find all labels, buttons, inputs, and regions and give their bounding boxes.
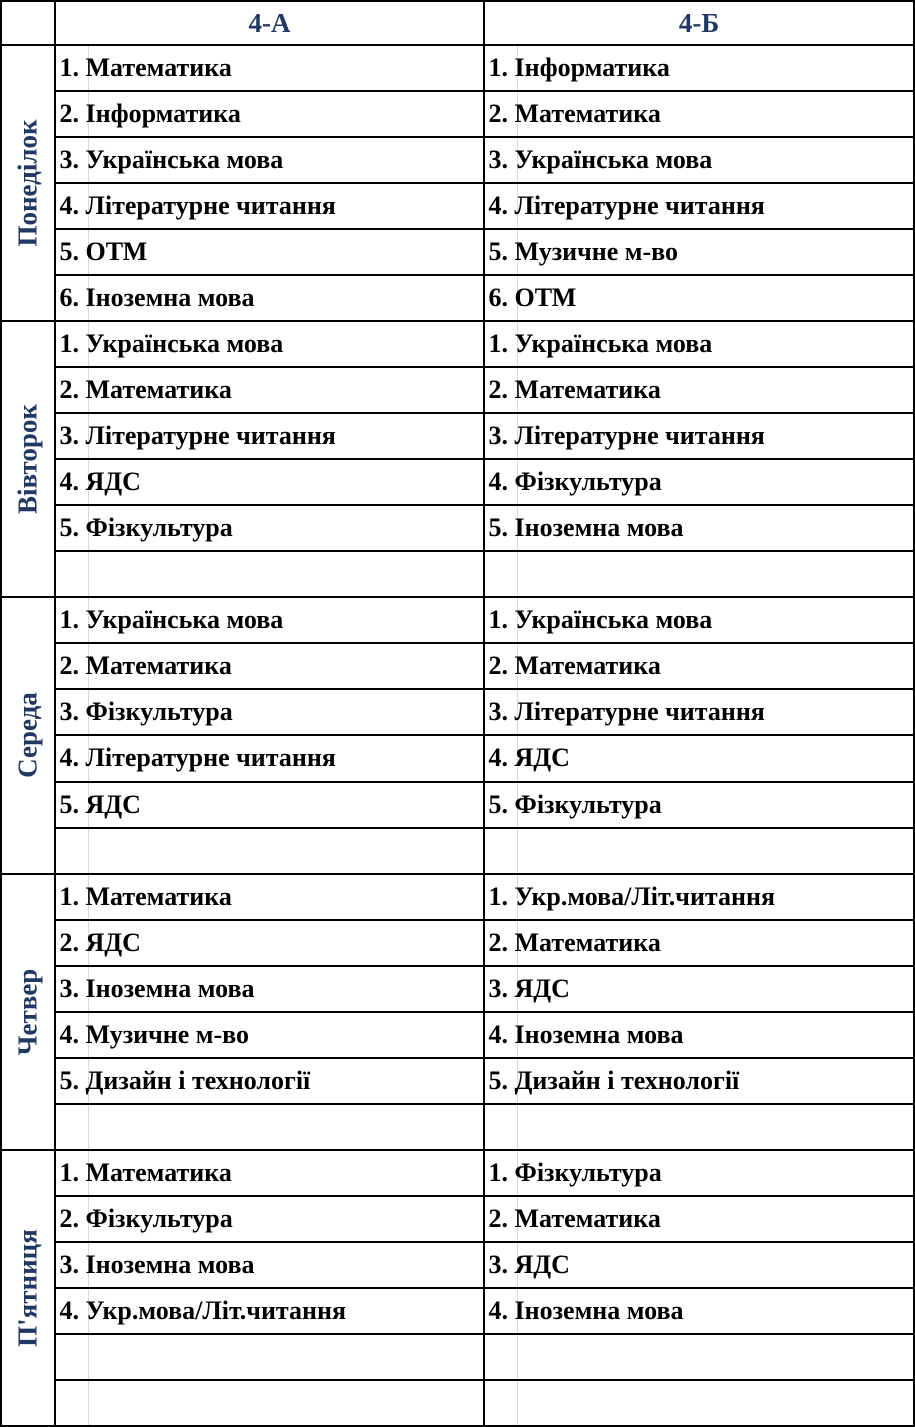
lesson-row	[1, 1242, 914, 1288]
day-label: Понеділок	[12, 119, 43, 247]
lesson-text: 5. Фізкультура	[488, 789, 662, 819]
lesson-cell-a	[59, 275, 484, 321]
lesson-cell-a	[59, 183, 484, 229]
lesson-cell-a	[59, 1196, 484, 1242]
corner-cell	[1, 1, 55, 45]
lesson-text: 2. Математика	[488, 99, 661, 129]
lesson-text: 3. Українська мова	[59, 145, 284, 175]
lesson-cell-b	[517, 1104, 914, 1150]
lesson-row	[1, 966, 914, 1012]
lesson-row	[1, 183, 914, 229]
lesson-text: 4. Літературне читання	[488, 191, 765, 221]
lesson-text: 4. Іноземна мова	[488, 1295, 684, 1325]
lesson-cell-a	[59, 459, 484, 505]
lesson-cell-b	[488, 183, 914, 229]
lesson-text	[58, 836, 60, 865]
lesson-cell-b	[488, 874, 914, 920]
lesson-row	[1, 1150, 914, 1196]
lesson-row	[1, 1058, 914, 1104]
lesson-text: 2. Математика	[59, 375, 232, 405]
lesson-cell-a	[59, 689, 484, 735]
lesson-text: 1. Укр.мова/Літ.читання	[488, 881, 776, 911]
lesson-cell-b	[488, 413, 914, 459]
lesson-cell-b	[517, 828, 914, 874]
lesson-row	[1, 1380, 914, 1426]
lesson-text: 2. Фізкультура	[59, 1203, 233, 1233]
lesson-text: 3. ЯДС	[488, 1249, 570, 1279]
lesson-cell-b	[488, 1242, 914, 1288]
lesson-cell-b	[488, 229, 914, 275]
lesson-text	[58, 559, 60, 588]
lesson-text: 6. ОТМ	[488, 283, 577, 313]
lesson-cell-b	[488, 1196, 914, 1242]
lesson-text: 1. Інформатика	[488, 53, 670, 83]
lesson-row	[1, 137, 914, 183]
lesson-text: 1. Українська мова	[488, 329, 713, 359]
day-label: Вівторок	[12, 404, 43, 515]
lesson-text: 5. Іноземна мова	[488, 513, 684, 543]
lesson-cell-b	[488, 321, 914, 367]
lesson-text: 3. Іноземна мова	[59, 973, 255, 1003]
lesson-text	[487, 836, 489, 865]
lesson-cell-b	[488, 1150, 914, 1196]
lesson-row	[1, 735, 914, 781]
day-cell-thursday	[1, 874, 55, 1150]
lesson-text: 1. Українська мова	[59, 329, 284, 359]
lesson-row	[1, 413, 914, 459]
lesson-text	[58, 1388, 60, 1417]
lesson-text	[487, 1388, 489, 1417]
lesson-cell-a	[88, 1334, 484, 1380]
lesson-cell-b	[488, 735, 914, 781]
lesson-cell-a	[59, 505, 484, 551]
lesson-text: 2. Математика	[488, 375, 661, 405]
lesson-text: 1. Математика	[59, 53, 232, 83]
lesson-row	[1, 828, 914, 874]
lesson-text: 3. Українська мова	[488, 145, 713, 175]
lesson-cell-a	[59, 920, 484, 966]
day-cell-tuesday	[1, 321, 55, 597]
lesson-text: 5. Музичне м-во	[488, 237, 679, 267]
day-label: Середа	[12, 692, 43, 779]
lesson-cell-a	[59, 1058, 484, 1104]
lesson-row	[1, 874, 914, 920]
lesson-cell-b	[488, 275, 914, 321]
lesson-text: 1. Українська мова	[488, 605, 713, 635]
lesson-row	[1, 91, 914, 137]
lesson-text: 2. Математика	[59, 651, 232, 681]
lesson-text: 5. Фізкультура	[59, 513, 233, 543]
lesson-cell-b	[488, 920, 914, 966]
lesson-cell-a	[59, 321, 484, 367]
lesson-cell-b	[488, 137, 914, 183]
lesson-text: 4. ЯДС	[59, 467, 141, 497]
lesson-cell-b	[517, 551, 914, 597]
lesson-cell-a	[59, 367, 484, 413]
lesson-row	[1, 229, 914, 275]
lesson-cell-a	[59, 1150, 484, 1196]
day-cell-wednesday	[1, 597, 55, 873]
lesson-cell-b	[488, 1012, 914, 1058]
lesson-text: 1. Математика	[59, 1157, 232, 1187]
lesson-text: 4. Музичне м-во	[59, 1019, 250, 1049]
lesson-cell-b	[488, 689, 914, 735]
lesson-text: 3. Іноземна мова	[59, 1249, 255, 1279]
lesson-row	[1, 1196, 914, 1242]
lesson-row	[1, 643, 914, 689]
lesson-cell-a	[88, 828, 484, 874]
lesson-cell-a	[59, 1288, 484, 1334]
lesson-cell-b	[488, 459, 914, 505]
lesson-row	[1, 1012, 914, 1058]
lesson-text: 3. Літературне читання	[488, 421, 765, 451]
lesson-row	[1, 367, 914, 413]
lesson-cell-a	[59, 1242, 484, 1288]
lesson-text: 4. Іноземна мова	[488, 1019, 684, 1049]
lesson-row	[1, 505, 914, 551]
lesson-text: 3. ЯДС	[488, 973, 570, 1003]
lesson-text: 5. Дизайн і технології	[488, 1065, 740, 1095]
lesson-cell-a	[88, 1380, 484, 1426]
lesson-text: 5. ОТМ	[59, 237, 148, 267]
lesson-text: 3. Літературне читання	[488, 697, 765, 727]
lesson-cell-b	[488, 597, 914, 643]
lesson-cell-a	[59, 229, 484, 275]
lesson-cell-b	[488, 643, 914, 689]
lesson-text: 2. ЯДС	[59, 927, 141, 957]
lesson-cell-a	[59, 597, 484, 643]
lesson-text: 2. Математика	[488, 651, 661, 681]
lesson-cell-a	[59, 643, 484, 689]
lesson-cell-b	[488, 367, 914, 413]
lesson-text: 6. Іноземна мова	[59, 283, 255, 313]
lesson-text: 2. Інформатика	[59, 99, 241, 129]
class-b-header: 4-Б	[484, 1, 914, 45]
lesson-row	[1, 321, 914, 367]
lesson-cell-b	[488, 782, 914, 828]
schedule-body	[1, 45, 914, 1426]
lesson-row	[1, 459, 914, 505]
lesson-cell-a	[59, 782, 484, 828]
lesson-row	[1, 1104, 914, 1150]
lesson-text: 4. Літературне читання	[59, 743, 336, 773]
lesson-cell-b	[488, 1288, 914, 1334]
lesson-text: 1. Математика	[59, 881, 232, 911]
lesson-cell-a	[59, 91, 484, 137]
lesson-cell-a	[88, 1104, 484, 1150]
lesson-cell-a	[88, 551, 484, 597]
lesson-cell-b	[517, 1380, 914, 1426]
day-cell-monday	[1, 45, 55, 321]
lesson-cell-a	[59, 1012, 484, 1058]
lesson-text: 1. Українська мова	[59, 605, 284, 635]
lesson-cell-a	[59, 137, 484, 183]
lesson-row	[1, 551, 914, 597]
day-label: П'ятниця	[12, 1229, 43, 1347]
lesson-row	[1, 782, 914, 828]
lesson-row	[1, 689, 914, 735]
lesson-row	[1, 597, 914, 643]
header-row	[1, 1, 914, 45]
lesson-text: 2. Математика	[488, 1203, 661, 1233]
lesson-cell-a	[59, 874, 484, 920]
class-a-header: 4-А	[55, 1, 484, 45]
lesson-cell-b	[488, 1058, 914, 1104]
lesson-text	[487, 1342, 489, 1371]
lesson-cell-b	[517, 1334, 914, 1380]
day-label: Четвер	[12, 968, 43, 1055]
lesson-text	[58, 1342, 60, 1371]
lesson-text: 3. Фізкультура	[59, 697, 233, 727]
lesson-cell-a	[59, 413, 484, 459]
lesson-row	[1, 1334, 914, 1380]
lesson-text	[58, 1112, 60, 1141]
lesson-text: 5. Дизайн і технології	[59, 1065, 311, 1095]
lesson-text	[487, 1112, 489, 1141]
lesson-text: 4. Літературне читання	[59, 191, 336, 221]
day-cell-friday	[1, 1150, 55, 1426]
lesson-row	[1, 920, 914, 966]
lesson-row	[1, 45, 914, 91]
lesson-text: 1. Фізкультура	[488, 1157, 662, 1187]
lesson-text: 5. ЯДС	[59, 789, 141, 819]
lesson-cell-b	[488, 505, 914, 551]
lesson-text: 4. ЯДС	[488, 743, 570, 773]
lesson-cell-b	[488, 91, 914, 137]
lesson-text: 3. Літературне читання	[59, 421, 336, 451]
lesson-text: 4. Фізкультура	[488, 467, 662, 497]
lesson-text: 2. Математика	[488, 927, 661, 957]
lesson-cell-b	[488, 45, 914, 91]
lesson-row	[1, 1288, 914, 1334]
lesson-cell-a	[59, 45, 484, 91]
lesson-row	[1, 275, 914, 321]
lesson-text: 4. Укр.мова/Літ.читання	[59, 1295, 347, 1325]
lesson-cell-a	[59, 735, 484, 781]
lesson-cell-a	[59, 966, 484, 1012]
lesson-text	[487, 559, 489, 588]
lesson-cell-b	[488, 966, 914, 1012]
